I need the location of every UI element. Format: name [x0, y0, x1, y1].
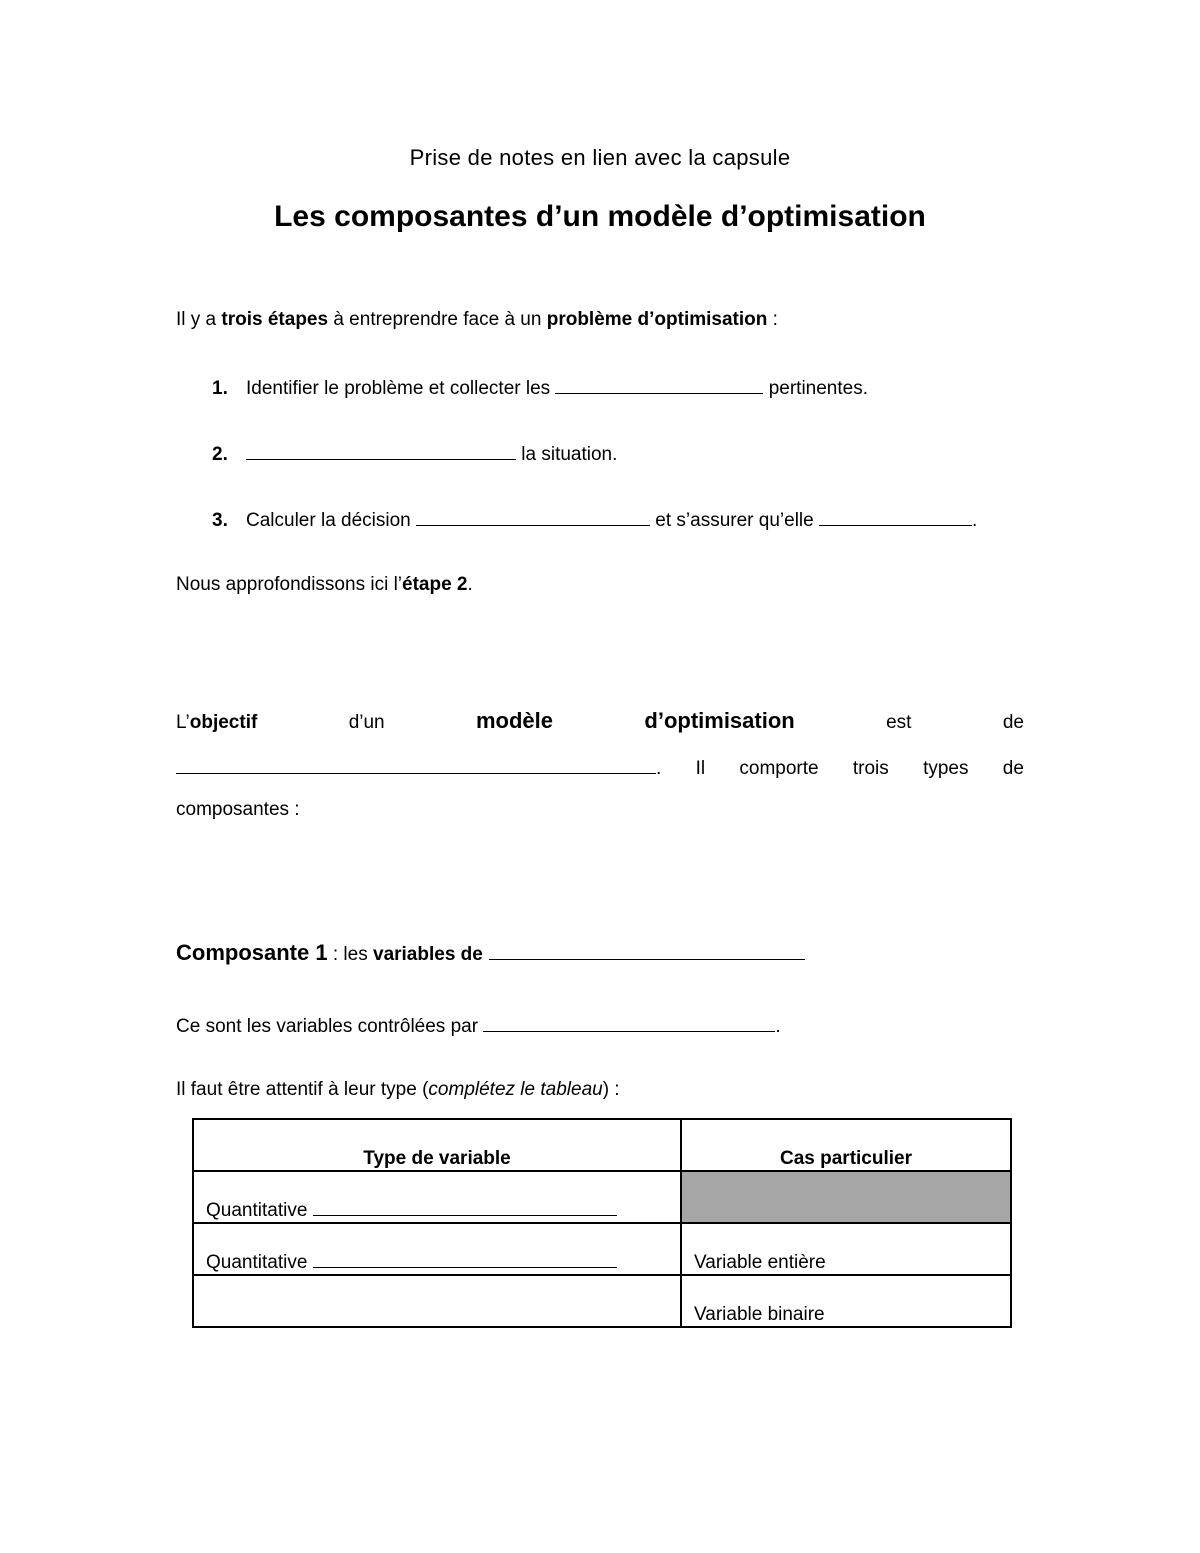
- table-header-row: [193, 1119, 1011, 1171]
- objective-line-3: composantes :: [176, 799, 300, 820]
- intro-bold-steps: trois étapes: [221, 309, 329, 330]
- objective-word: d’optimisation: [644, 708, 795, 733]
- fill-blank[interactable]: [489, 941, 805, 960]
- step-2: [212, 441, 617, 466]
- objective-blank-group: .: [176, 755, 661, 780]
- fill-blank[interactable]: [483, 1013, 775, 1032]
- objective-line-1: [176, 708, 1024, 734]
- attention-italic: complétez le tableau: [428, 1079, 603, 1100]
- component-bold: variables de: [373, 944, 483, 965]
- intro-bold-problem: problème d’optimisation: [546, 309, 768, 330]
- step-number: 1.: [212, 378, 228, 399]
- component-1-heading: [176, 940, 805, 966]
- attention-paragraph: [176, 1079, 620, 1101]
- focus-text: .: [467, 574, 473, 595]
- objective-word: de: [1002, 712, 1024, 733]
- fill-blank[interactable]: [176, 755, 656, 774]
- step-number: 3.: [212, 510, 228, 531]
- step-1: [212, 375, 868, 400]
- focus-text: Nous approfondissons ici l’: [176, 574, 403, 595]
- component-title: Composante 1: [176, 940, 328, 965]
- table-row: [193, 1275, 1011, 1327]
- step-text: la situation.: [516, 444, 618, 465]
- objective-word: trois: [852, 758, 889, 779]
- fill-blank[interactable]: [819, 507, 972, 526]
- controlled-text: .: [775, 1016, 781, 1037]
- step-text: et s’assurer qu’elle: [650, 510, 819, 531]
- objective-word: L’objectif: [176, 712, 258, 733]
- fill-blank[interactable]: [246, 441, 516, 460]
- page-subtitle: Prise de notes en lien avec la capsule: [409, 145, 791, 170]
- table-cell-case-shaded: [681, 1171, 1011, 1223]
- controlled-text: Ce sont les variables contrôlées par: [176, 1016, 484, 1037]
- step-3: [212, 507, 977, 532]
- attention-text: ) :: [602, 1079, 620, 1100]
- objective-word: Il: [695, 758, 706, 779]
- controlled-paragraph: [176, 1013, 781, 1038]
- objective-word: de: [1002, 758, 1024, 779]
- objective-line-2: [176, 755, 1024, 780]
- fill-blank[interactable]: [313, 1249, 617, 1268]
- table-cell-case: Variable binaire: [681, 1275, 1011, 1327]
- intro-paragraph: [176, 309, 778, 331]
- fill-blank[interactable]: [313, 1197, 617, 1216]
- focus-paragraph: [176, 574, 473, 596]
- table-cell-type[interactable]: Quantitative: [193, 1171, 681, 1223]
- table-header: Type de variable: [193, 1119, 681, 1171]
- step-number: 2.: [212, 444, 228, 465]
- step-text: Calculer la décision: [246, 510, 417, 531]
- intro-text: :: [767, 309, 778, 330]
- page-title: Les composantes d’un modèle d’optimisation: [274, 200, 926, 233]
- fill-blank[interactable]: [416, 507, 650, 526]
- table-cell-case: Variable entière: [681, 1223, 1011, 1275]
- step-text: .: [972, 510, 978, 531]
- table-cell-type[interactable]: [193, 1275, 681, 1327]
- objective-word: modèle: [475, 708, 554, 733]
- attention-text: Il faut être attentif à leur type (: [176, 1079, 429, 1100]
- objective-word: d’un: [348, 712, 385, 733]
- objective-word: est: [886, 712, 912, 733]
- step-text: Identifier le problème et collecter les: [246, 378, 556, 399]
- table-row: [193, 1223, 1011, 1275]
- variable-type-table: [192, 1118, 1012, 1328]
- step-text: pertinentes.: [763, 378, 869, 399]
- table-header: Cas particulier: [681, 1119, 1011, 1171]
- fill-blank[interactable]: [555, 375, 763, 394]
- table-row: [193, 1171, 1011, 1223]
- component-text: : les: [327, 944, 373, 965]
- intro-text: Il y a: [176, 309, 222, 330]
- objective-word: comporte: [739, 758, 819, 779]
- objective-word: types: [923, 758, 969, 779]
- focus-bold: étape 2: [402, 574, 468, 595]
- intro-text: à entreprendre face à un: [328, 309, 547, 330]
- table-cell-type[interactable]: Quantitative: [193, 1223, 681, 1275]
